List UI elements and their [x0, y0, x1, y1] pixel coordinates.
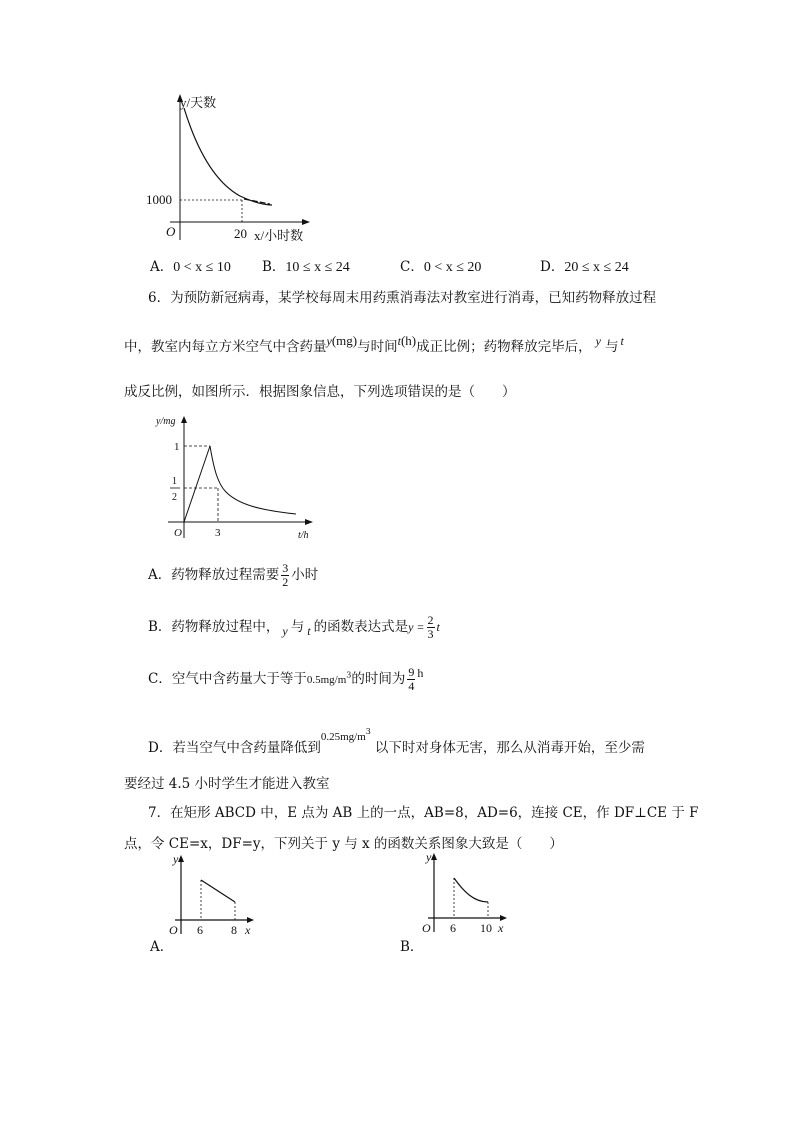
q6-option-d-cont: 要经过 4.5 小时学生才能进入教室 [124, 776, 330, 792]
q6-ytick-1: 1 [174, 441, 180, 453]
q7a-y-arrow [178, 855, 184, 862]
q5-option-b[interactable]: B．10 ≤ x ≤ 24 [262, 259, 350, 275]
q6-option-c[interactable]: C．空气中含药量大于等于$0.5mg/m^3$的时间为 $\frac{9}{4}$ h [148, 665, 424, 693]
q7b-tick2: 10 [480, 921, 492, 935]
q6-option-d[interactable]: D．若当空气中含药量降低到$^{0.25mg/m3}$以下时对身体无害，那么从消毒开始，至少需 [148, 727, 645, 756]
q6-xtick: 3 [215, 527, 221, 539]
q7a-tick1: 6 [197, 923, 203, 937]
q6-x-arrow [305, 519, 313, 525]
q6-ytick-half-den: 2 [172, 492, 177, 503]
q5-x-arrow [302, 219, 310, 225]
q7a-xlabel: x [245, 923, 251, 937]
q7b-ylabel: y [426, 850, 432, 864]
q5-curve-b [244, 199, 270, 204]
q7b-y-arrow [431, 853, 437, 860]
q7b-tick1: 6 [450, 921, 456, 935]
q6-line1: 6．为预防新冠病毒，某学校每周末用药熏消毒法对教室进行消毒，已知药物释放过程 [148, 290, 657, 306]
q7-graph-a[interactable] [165, 850, 265, 940]
q6-optA-fraction: $\frac{3}{2}$ [282, 561, 289, 589]
q7a-origin: O [169, 923, 178, 937]
q6-release-line [184, 446, 210, 522]
q5-ytick: 1000 [146, 192, 172, 207]
q5-xlabel: x/小时数 [254, 228, 304, 243]
q7-graph-b[interactable] [418, 848, 518, 938]
q7-line1: 7．在矩形 ABCD 中，E 点为 AB 上的一点，AB=8，AD=6，连接 CE，作 DF⊥CE 于 F [148, 805, 699, 821]
q5-graph [140, 90, 330, 250]
q7-option-b[interactable]: B． [400, 939, 424, 955]
q7a-segment [201, 880, 235, 902]
q7-option-a[interactable]: A． [150, 939, 174, 955]
q7a-tick2: 8 [231, 923, 237, 937]
q6-optC-fraction: $\frac{9}{4}$ [408, 665, 415, 693]
q5-curve-a [184, 108, 272, 205]
q5-option-c[interactable]: C．0 < x ≤ 20 [400, 259, 482, 275]
q6-xlabel: t/h [298, 530, 309, 541]
q6-line3: 成反比例，如图所示．根据图象信息，下列选项错误的是（ ） [124, 384, 516, 400]
q7b-origin: O [422, 921, 431, 935]
q6-ylabel: y/mg [156, 416, 176, 427]
q6-decay-curve [210, 446, 296, 514]
q6-origin: O [174, 527, 182, 539]
q7-line2: 点，令 CE=x，DF=y，下列关于 y 与 x 的函数关系图象大致是（ ） [124, 836, 563, 852]
q6-y-arrow [181, 416, 187, 423]
q7a-ylabel: y [173, 852, 179, 866]
q6-line2: 中，教室内每立方米空气中含药量y(mg)与时间t(h)成正比例；药物释放完毕后， y 与 t [124, 333, 624, 355]
q6-optB-fraction: $\frac{2}{3}$ [427, 613, 434, 641]
q6-option-b[interactable]: B．药物释放过程中， y 与 t 的函数表达式是y = $\frac{2}{3}$ t [148, 613, 440, 641]
q6-ytick-half-num: 1 [172, 476, 177, 487]
q5-ylabel: y/天数 [180, 95, 217, 110]
q5-xtick: 20 [234, 226, 247, 241]
q5-option-a[interactable]: A．0 < x ≤ 10 [150, 259, 231, 275]
q7b-xlabel: x [498, 921, 504, 935]
q5-origin: O [166, 224, 176, 239]
q6-graph [148, 410, 328, 545]
q5-option-d[interactable]: D．20 ≤ x ≤ 24 [540, 259, 629, 275]
q7b-curve [454, 878, 488, 902]
q6-option-a[interactable]: A．药物释放过程需要 $\frac{3}{2}$ 小时 [148, 561, 319, 589]
